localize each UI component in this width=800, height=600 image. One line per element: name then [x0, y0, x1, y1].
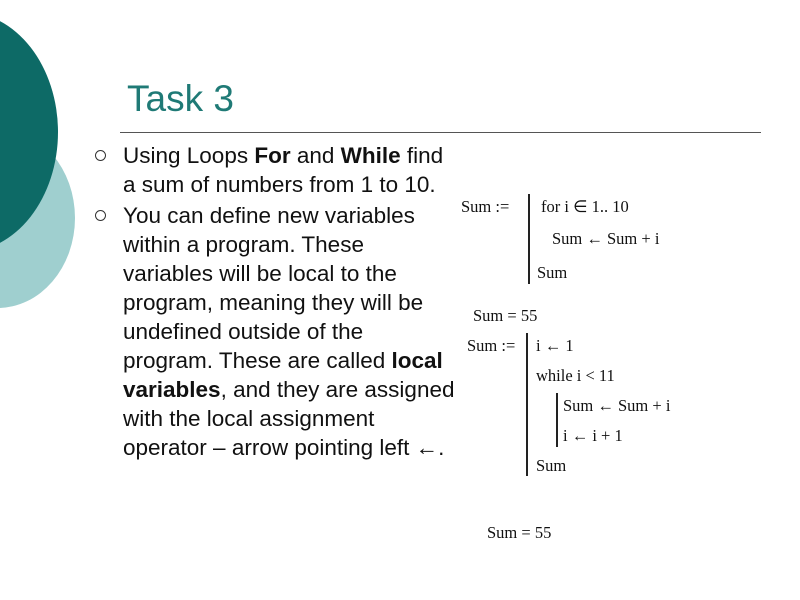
slide-title: Task 3: [127, 78, 234, 119]
while-result: Sum = 55: [487, 523, 552, 542]
while-init: i ← 1: [536, 336, 574, 355]
bullet-marker-icon: [95, 210, 106, 221]
bullet-text: and: [290, 143, 341, 168]
for-result: Sum = 55: [473, 306, 538, 325]
keyword-for: For: [254, 143, 291, 168]
keyword-local-variables: local variables: [123, 348, 443, 402]
while-body-line-1: Sum ← Sum + i: [563, 396, 671, 415]
while-loop-header: while i < 11: [536, 366, 615, 385]
for-program-bar: [528, 194, 530, 284]
for-return-value: Sum: [537, 263, 568, 282]
title-divider: [120, 132, 761, 133]
while-sum-assign: Sum :=: [467, 336, 516, 355]
keyword-while: While: [340, 143, 401, 168]
bullet-text: You can define new variables within a program. These variables will be local to the program, meaning they will be undefined outside of the program. These are called: [123, 203, 424, 373]
for-sum-assign: Sum :=: [461, 197, 510, 216]
bullet-text: Using Loops: [123, 143, 255, 168]
bullet-text: find a sum of numbers from 1 to 10.: [123, 143, 444, 197]
bullet-marker-icon: [95, 150, 106, 161]
while-body-line-2: i ← i + 1: [563, 426, 623, 445]
while-program-bar: [526, 333, 528, 476]
while-return-value: Sum: [536, 456, 567, 475]
bullet-text: , and they are assigned with the local assignment operator – arrow pointing left ←.: [123, 377, 455, 460]
for-loop-header: for i ∈ 1.. 10: [541, 197, 629, 216]
bullet-task: [95, 141, 455, 199]
bullet-local-variables: [95, 201, 455, 462]
bullet-list: [95, 141, 455, 462]
for-loop-body: Sum ← Sum + i: [552, 229, 660, 248]
while-body-bar: [556, 393, 558, 447]
